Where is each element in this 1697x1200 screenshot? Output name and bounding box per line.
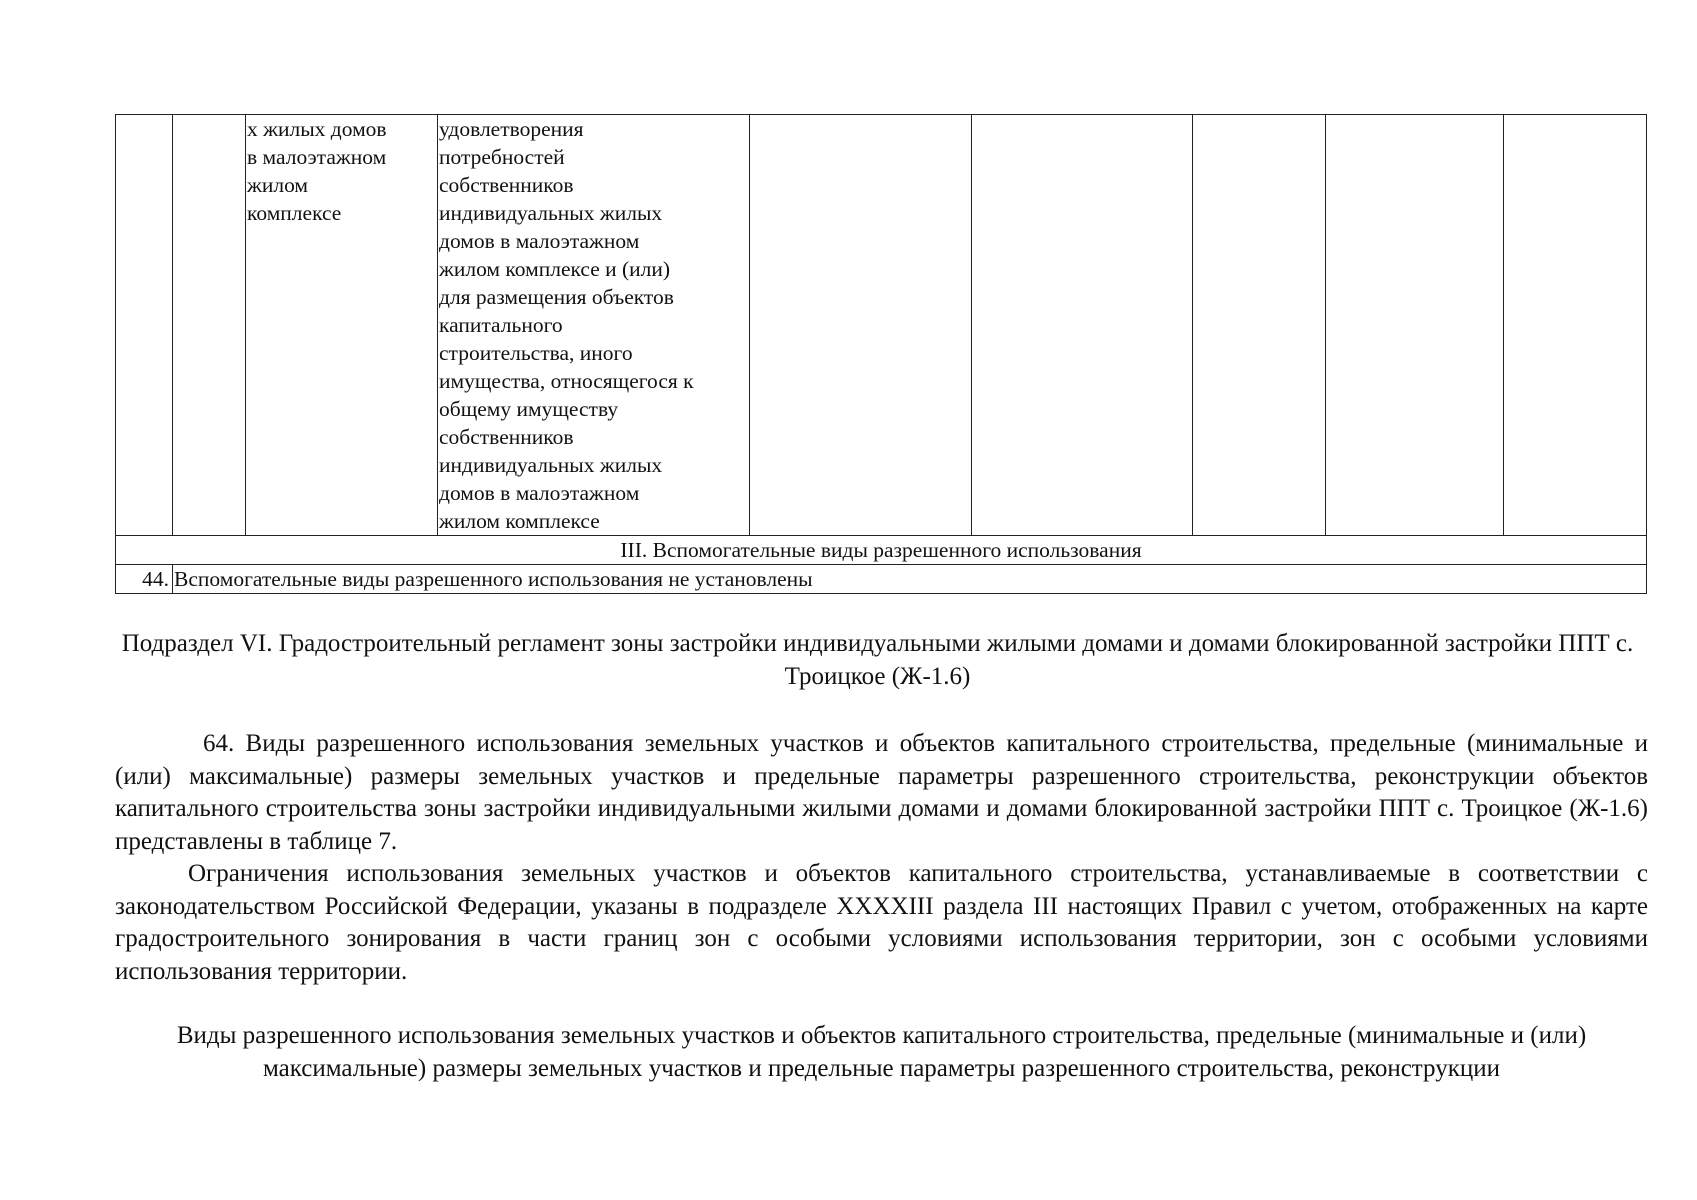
table-cell-empty	[972, 115, 1193, 536]
table-cell-code	[173, 115, 246, 536]
row-text: Вспомогательные виды разрешенного использования не установлены	[173, 565, 1647, 594]
regulation-table	[115, 114, 1647, 594]
table-row-section-heading	[116, 536, 1647, 565]
row-number: 44.	[116, 565, 173, 594]
table-cell-empty	[750, 115, 972, 536]
table-caption: Виды разрешенного использования земельных участков и объектов капитального строительства, предельные (минимальные и (или) максимальные) размеры земельных участков и предельные параметры разрешенного строительства, реконструкции	[176, 1022, 1587, 1082]
paragraph-restrictions: Ограничения использования земельных участков и объектов капитального строительства, устанавливаемые в соответствии с законодательством Российской Федерации, указаны в подразделе XXXXIII раздела III настоящих Правил с учетом, отображенных на карте градостроительного зонирования в части границ зон с особыми условиями использования территории, зон с особыми условиями использования территории.	[115, 860, 1648, 985]
paragraph-64: 64. Виды разрешенного использования земельных участков и объектов капитального строительства, предельные (минимальные и (или) максимальные) размеры земельных участков и предельные параметры разрешенного строительства, реконструкции объектов капитального строительства зоны застройки индивидуальными жилыми домами и домами блокированной застройки ППТ с. Троицкое (Ж-1.6) представлены в таблице 7.	[115, 730, 1648, 855]
table-cell-empty	[1193, 115, 1326, 536]
table-cell-empty	[1326, 115, 1504, 536]
table-cell-use-description: удовлетворения потребностей собственников индивидуальных жилых домов в малоэтажном жилом комплексе и (или) для размещения объектов капитального строительства, иного имущества, относящегося к общему имуществу собственников индивидуальных жилых домов в малоэтажном жилом комплексе	[438, 115, 750, 536]
table-cell-empty	[1504, 115, 1647, 536]
table-row-continuation	[116, 115, 1647, 536]
section-heading: III. Вспомогательные виды разрешенного использования	[116, 536, 1647, 565]
table-cell-use-name: х жилых домов в малоэтажном жилом комплексе	[246, 115, 438, 536]
table-row-44	[116, 565, 1647, 594]
subsection-title: Подраздел VI. Градостроительный регламент зоны застройки индивидуальными жилыми домами и домами блокированной застройки ППТ с. Троицкое (Ж-1.6)	[121, 630, 1634, 690]
table-cell-number	[116, 115, 173, 536]
